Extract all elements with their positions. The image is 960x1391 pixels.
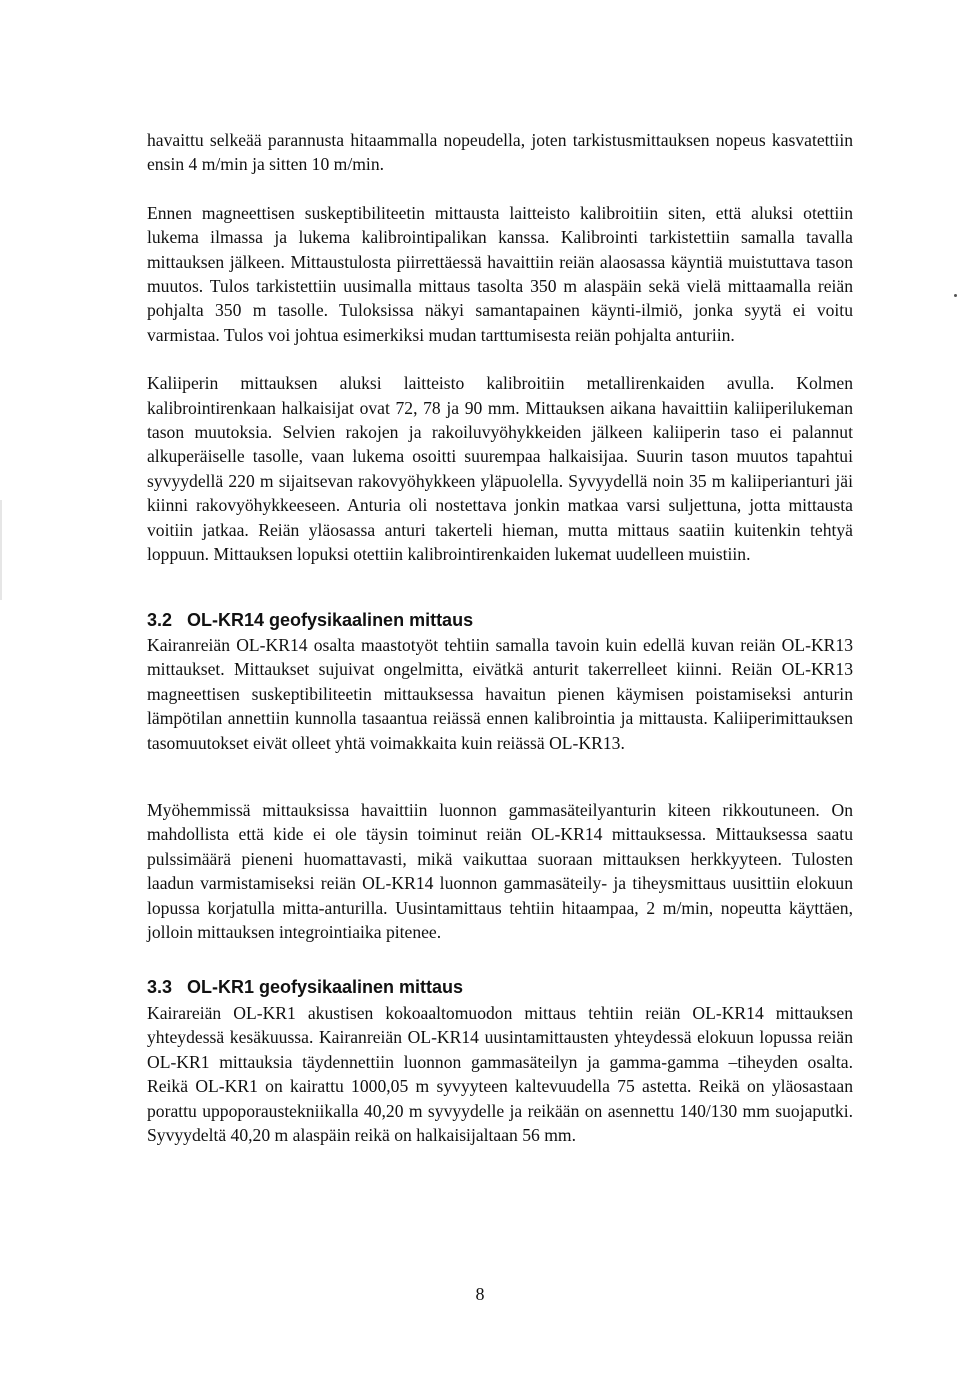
paragraph-kr1-acoustic: Kairareiän OL-KR1 akustisen kokoaaltomuodon mittaus tehtiin reiän OL-KR14 mittauksen yhteydessä kesäkuussa. Kairanreiän OL-KR14 uusintamittausten yhteydessä elokuun lopussa reiän OL-KR1 mittauksia täydennettiin luonnon gammasäteilyn ja gamma-gamma –tiheyden osalta. Reikä OL-KR1 on kairattu 1000,05 m syvyyteen kaltevuudella 75 astetta. Reikä on yläosastaan porattu uppoporaustekniikalla 40,20 m syvyydelle ja reikään on asennettu 140/130 mm suojaputki. Syvyydeltä 40,20 m alaspäin reikä on halkaisijaltaan 56 mm. — [147, 1003, 853, 1146]
paragraph-kr14-fieldwork: Kairanreiän OL-KR14 osalta maastotyöt tehtiin samalla tavoin kuin edellä kuvan reiän OL-KR13 mittaukset. Mittaukset sujuivat ongelmitta, eivätkä anturit takerrelleet kiinni. Reiän OL-KR13 magneettisen suskeptibiliteetin mittauksessa havaitun pienen käymisen poistamiseksi anturin lämpötilan annettiin kunnolla tasaantua reiässä ennen kalibrointia ja mittausta. Kaliiperimittauksen tasomuutokset eivät olleet yhtä voimakkaita kuin reiässä OL-KR13. — [147, 635, 853, 753]
body-section-3-3 — [147, 1001, 853, 1147]
scan-speck — [954, 294, 957, 297]
section-number: 3.3 — [147, 977, 173, 997]
body-section-3-2-b — [147, 798, 853, 944]
paragraph-susceptibility-calibration: Ennen magneettisen suskeptibiliteetin mittausta laitteisto kalibroitiin siten, että aluksi otettiin lukema ilmassa ja lukema kalibrointipalikan kanssa. Kalibrointi tarkistettiin samalla tavalla mittauksen jälkeen. Mittaustulosta piirrettäessä havaittiin reiän alaosassa käyntiä muistuttava tason muutos. Tulos tarkistettiin uusimalla mittaus tasolta 350 m alaspäin sekä vielä mittaamalla reiän pohjalta 350 m tasolle. Tuloksissa näkyi samantapainen käynti-ilmiö, jonka syytä ei voitu varmistaa. Tulos voi johtua esimerkiksi mudan tarttumisesta reiän pohjalta anturiin. — [147, 202, 853, 345]
scan-edge-line — [0, 500, 2, 600]
section-heading-3-2 — [147, 608, 473, 632]
body-section-3-2-a — [147, 633, 853, 755]
section-heading-3-3 — [147, 975, 463, 999]
paragraph-caliper-measurement: Kaliiperin mittauksen aluksi laitteisto kalibroitiin metallirenkaiden avulla. Kolmen kalibrointirenkaan halkaisijat ovat 72, 78 ja 90 mm. Mittauksen aikana havaittiin kaliiperilukeman tason muutoksia. Selvien rakojen ja rakoiluvyöhykkeiden jälkeen kaliiperin taso ei palannut alkuperäiselle tasolle, vaan lukema osoitti suurempaa halkaisijaa. Suurin tason muutos tapahtui syvyydellä 220 m sijaitsevan rakovyöhykkeen yläpuolella. Syvyydellä noin 35 m kaliiperianturi jäi kiinni rakovyöhykkeeseen. Anturia oli nostettava jonkin matkaa varsi suljettuna, jotta mittausta voitiin jatkaa. Reiän yläosassa anturi takerteli hieman, mutta mittaus saatiin kuitenkin tehtyä loppuun. Mittauksen lopuksi otettiin kalibrointirenkaiden lukemat uudelleen muistiin. — [147, 373, 853, 565]
section-title: OL-KR1 geofysikaalinen mittaus — [187, 977, 464, 997]
page-number: 8 — [475, 1284, 485, 1304]
section-number: 3.2 — [147, 610, 173, 630]
body-section-top — [147, 128, 853, 567]
paragraph-speed-note: havaittu selkeää parannusta hitaammalla nopeudella, joten tarkistusmittauksen nopeus kasvatettiin ensin 4 m/min ja sitten 10 m/min. — [147, 130, 853, 175]
section-title: OL-KR14 geofysikaalinen mittaus — [187, 610, 474, 630]
paragraph-gamma-crystal: Myöhemmissä mittauksissa havaittiin luonnon gammasäteilyanturin kiteen rikkoutuneen. On mahdollista että kide ei ole täysin toiminut reiän OL-KR14 mittauksessa. Mittauksessa saatu pulssimäärä pieneni huomattavasti, mikä vaikuttaa suoraan mittauksen herkkyyteen. Tulosten laadun varmistamiseksi reiän OL-KR14 luonnon gammasäteily- ja tiheysmittaus uusittiin elokuun lopussa korjatulla mitta-anturilla. Uusintamittaus tehtiin hitaampaa, 2 m/min, nopeutta käyttäen, jolloin mittauksen integrointiaika pitenee. — [147, 800, 853, 943]
